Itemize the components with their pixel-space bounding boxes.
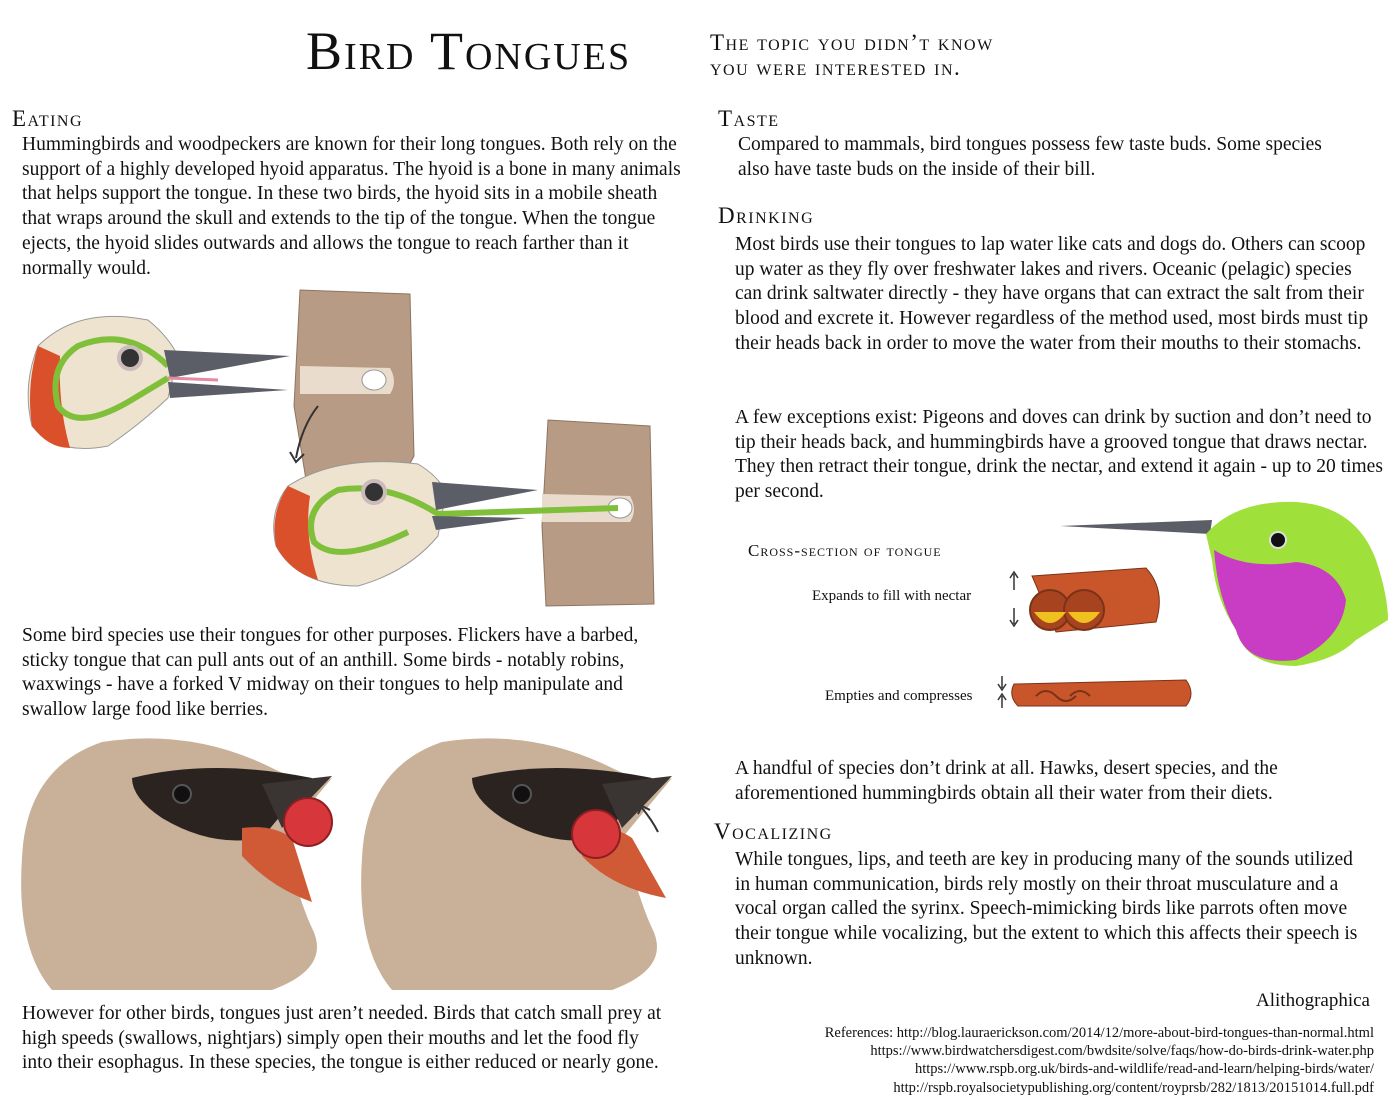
woodpecker-eye-2 — [363, 481, 385, 503]
waxwing-illustration — [12, 728, 692, 996]
hummingbird-beak — [1060, 520, 1212, 534]
woodpecker-eye-1 — [119, 347, 141, 369]
drinking-paragraph-2: A few exceptions exist: Pigeons and doves can drink by suction and don’t need to tip their heads back, and hummingbirds have a grooved tongue that draws nectar. They then retract their tongue, drink the nectar, and extend it again - up to 20 times per second. — [735, 407, 1383, 503]
berry-2 — [572, 810, 620, 858]
hummingbird-eye — [1270, 532, 1286, 548]
vocalizing-paragraph: While tongues, lips, and teeth are key in producing many of the sounds utilized in human communication, birds rely mostly on their throat musculature and a vocal organ called the syrinx. Speech-mimicking birds like parrots often move their tongue while vocalizing, but the extent to which this affects their speech is unknown. — [735, 849, 1358, 969]
waxwing-eye-2 — [513, 785, 531, 803]
reference-line-2: https://www.birdwatchersdigest.com/bwdsite/solve/faqs/how-do-birds-drink-water.php — [870, 1043, 1374, 1060]
reference-line-1: References: http://blog.lauraerickson.com/2014/12/more-about-bird-tongues-than-normal.html — [824, 1025, 1374, 1041]
reference-line-3: https://www.rspb.org.uk/birds-and-wildlife/read-and-learn/helping-birds/water/ — [914, 1061, 1374, 1078]
eating-paragraph-2: Some bird species use their tongues for other purposes. Flickers have a barbed, sticky tongue that can pull ants out of an anthill. Some birds - notably robins, waxwings - have a forked V midway on their tongues to help manipulate and swallow large food like berries. — [22, 625, 639, 721]
woodpecker-illustration — [18, 286, 688, 616]
berry-1 — [284, 798, 332, 846]
eating-paragraph-1: Hummingbirds and woodpeckers are known for their long tongues. Both rely on the support of a highly developed hyoid apparatus. The hyoid is a bone in many animals that helps support the tongue. In these two birds, the hyoid sits in a mobile sheath that wraps around the skull and extends to the tip of the tongue. When the tongue ejects, the hyoid slides outwards and allows the tongue to reach farther than it normally would. — [22, 134, 681, 279]
taste-paragraph: Compared to mammals, bird tongues possess few taste buds. Some species also have taste buds on the inside of their bill. — [738, 134, 1322, 180]
references — [674, 1024, 1374, 1097]
page-title: Bird Tongues — [306, 21, 632, 81]
eating-paragraph-3: However for other birds, tongues just aren’t needed. Birds that catch small prey at high speeds (swallows, nightjars) simply open their mouths and let the food fly into their esophagus. In these species, the tongue is either reduced or nearly gone. — [22, 1003, 662, 1074]
drinking-heading: Drinking — [718, 203, 815, 228]
page-subtitle — [710, 30, 1090, 80]
hummingbird-illustration — [996, 500, 1396, 720]
cross-section-title: Cross-section of tongue — [748, 541, 942, 560]
subtitle-line-2: you were interested in. — [710, 55, 962, 80]
waxwing-eye-1 — [173, 785, 191, 803]
drinking-paragraph-3: A handful of species don’t drink at all. Hawks, desert species, and the aforementioned hummingbirds obtain all their water from their diets. — [735, 758, 1278, 804]
drinking-paragraph-1: Most birds use their tongues to lap water like cats and dogs do. Others can scoop up water as they fly over freshwater lakes and rivers. Oceanic (pelagic) species can drink saltwater directly - they have organs that can extract the salt from their blood and excrete it. However regardless of the method used, most birds must tip their heads back in order to move the water from their mouths to their stomachs. — [735, 234, 1369, 354]
reference-line-4: http://rspb.royalsocietypublishing.org/content/royprsb/282/1813/20151014.full.pdf — [893, 1079, 1374, 1096]
credit: Alithographica — [1256, 990, 1370, 1011]
woodpecker-beak-2 — [432, 482, 538, 510]
vocalizing-heading: Vocalizing — [714, 819, 833, 844]
grub-1 — [362, 370, 386, 390]
label-expands: Expands to fill with nectar — [812, 588, 972, 604]
label-empties: Empties and compresses — [825, 688, 973, 704]
woodpecker-beak-1 — [164, 350, 290, 378]
subtitle-line-1: The topic you didn’t know — [710, 30, 994, 55]
eating-heading: Eating — [12, 106, 84, 131]
taste-heading: Taste — [718, 106, 780, 131]
